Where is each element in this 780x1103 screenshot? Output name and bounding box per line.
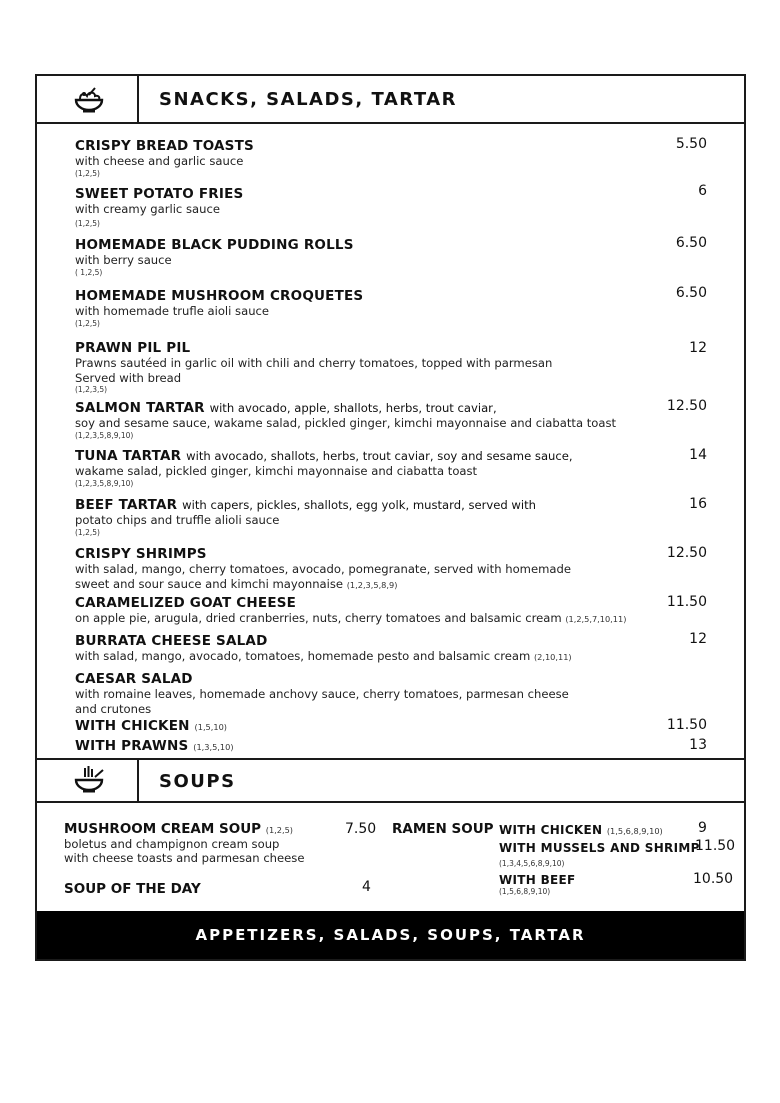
item-description: with homemade trufle aioli sauce bbox=[75, 304, 270, 318]
snacks-section-title: SNACKS, SALADS, TARTAR bbox=[159, 89, 458, 110]
item-allergens: ( 1,2,5) bbox=[75, 267, 103, 277]
item-description: with salad, mango, avocado, tomatoes, homemade pesto and balsamic cream bbox=[75, 649, 531, 663]
item-price: 12 bbox=[689, 631, 707, 647]
item-name: TUNA TARTAR bbox=[75, 448, 182, 464]
item-description-2: and crutones bbox=[75, 701, 152, 716]
item-allergens: (1,2,5) bbox=[75, 218, 100, 228]
snacks-icon-cell bbox=[37, 76, 139, 122]
ramen-option-price: 11.50 bbox=[695, 838, 736, 854]
mushroom-soup-name: MUSHROOM CREAM SOUP bbox=[64, 821, 262, 837]
item-name: PRAWN PIL PIL bbox=[75, 340, 191, 356]
item-description: soy and sesame sauce, wakame salad, pickled ginger, kimchi mayonnaise and ciabatta toast bbox=[75, 416, 617, 430]
ramen-option-name: WITH MUSSELS AND SHRIMP bbox=[499, 841, 700, 855]
item-description: potato chips and truffle alioli sauce bbox=[75, 513, 280, 527]
menu-item-caesar-salad bbox=[75, 671, 715, 716]
item-inline-description: with avocado, shallots, herbs, trout caviar, soy and sesame sauce, bbox=[186, 449, 573, 463]
item-price: 6 bbox=[698, 183, 707, 199]
item-price: 11.50 bbox=[666, 717, 707, 733]
item-description: on apple pie, arugula, dried cranberries, nuts, cherry tomatoes and balsamic cream bbox=[75, 611, 562, 625]
item-allergens: (1,2,5,7,10,11) bbox=[565, 614, 627, 624]
item-price: 11.50 bbox=[666, 594, 707, 610]
item-name: BEEF TARTAR bbox=[75, 497, 178, 513]
mushroom-soup-description-2: with cheese toasts and parmesan cheese bbox=[64, 851, 305, 865]
ramen-soup-name: RAMEN SOUP bbox=[392, 821, 494, 837]
ramen-option-name: WITH BEEF bbox=[499, 873, 576, 887]
mushroom-soup-price: 7.50 bbox=[345, 821, 377, 837]
menu-item-burrata-cheese-salad bbox=[75, 633, 715, 665]
item-price: 12.50 bbox=[666, 398, 707, 414]
item-allergens: (1,2,3,5,8,9) bbox=[346, 579, 398, 590]
snacks-section-header bbox=[37, 76, 744, 124]
ramen-option-allergens: (1,5,6,8,9,10) bbox=[606, 826, 663, 836]
item-name: WITH PRAWNS bbox=[75, 738, 189, 754]
menu-item-beef-tartar bbox=[75, 497, 715, 538]
item-description: with romaine leaves, homemade anchovy sauce, cherry tomatoes, parmesan cheese bbox=[75, 687, 569, 701]
ramen-option-name: WITH CHICKEN bbox=[499, 823, 603, 837]
menu-item-crispy-bread-toasts bbox=[75, 138, 715, 179]
soup-of-the-day-name: SOUP OF THE DAY bbox=[64, 881, 201, 897]
item-name: CARAMELIZED GOAT CHEESE bbox=[75, 595, 297, 611]
soup-of-the-day-price: 4 bbox=[362, 879, 371, 895]
item-price: 16 bbox=[689, 496, 707, 512]
soups-icon-cell bbox=[37, 760, 139, 801]
menu-item-mushroom-croquetes bbox=[75, 288, 715, 329]
menu-item-crispy-shrimps bbox=[75, 546, 715, 592]
item-name: SWEET POTATO FRIES bbox=[75, 186, 244, 202]
item-name: WITH CHICKEN bbox=[75, 718, 190, 734]
item-description-2: Served with bread bbox=[75, 370, 182, 385]
menu-item-tuna-tartar bbox=[75, 448, 715, 489]
item-name: HOMEMADE BLACK PUDDING ROLLS bbox=[75, 237, 354, 253]
ramen-option-price: 10.50 bbox=[693, 871, 734, 887]
item-price: 6.50 bbox=[675, 285, 707, 301]
item-name: CRISPY BREAD TOASTS bbox=[75, 138, 254, 154]
item-allergens: (1,2,3,5,8,9,10) bbox=[75, 478, 134, 488]
item-price: 5.50 bbox=[675, 136, 707, 152]
ramen-option-allergens: (1,3,4,5,6,8,9,10) bbox=[499, 859, 565, 868]
menu-item-caesar-with-chicken bbox=[75, 718, 715, 734]
menu-frame bbox=[35, 74, 746, 961]
item-inline-description: with avocado, apple, shallots, herbs, trout caviar, bbox=[209, 401, 497, 415]
ramen-option-allergens: (1,5,6,8,9,10) bbox=[499, 887, 551, 896]
menu-item-sweet-potato-fries bbox=[75, 186, 715, 229]
item-description: Prawns sautéed in garlic oil with chili and cherry tomatoes, topped with parmesan bbox=[75, 356, 553, 370]
item-allergens: (1,3,5,10) bbox=[193, 742, 234, 752]
item-price: 13 bbox=[689, 737, 707, 753]
mushroom-soup-allergens: (1,2,5) bbox=[265, 825, 293, 835]
item-price: 6.50 bbox=[675, 235, 707, 251]
item-description: with salad, mango, cherry tomatoes, avocado, pomegranate, served with homemade bbox=[75, 562, 571, 576]
item-allergens: (1,2,3,5,8,9,10) bbox=[75, 430, 134, 440]
menu-item-salmon-tartar bbox=[75, 400, 715, 441]
item-name: BURRATA CHEESE SALAD bbox=[75, 633, 268, 649]
item-name: CRISPY SHRIMPS bbox=[75, 546, 207, 562]
item-allergens: (1,2,5) bbox=[75, 168, 100, 178]
menu-item-black-pudding-rolls bbox=[75, 237, 715, 278]
item-allergens: (1,5,10) bbox=[194, 722, 227, 732]
item-name: HOMEMADE MUSHROOM CROQUETES bbox=[75, 288, 364, 304]
footer-banner: APPETIZERS, SALADS, SOUPS, TARTAR bbox=[37, 911, 744, 959]
item-allergens: (1,2,3,5) bbox=[75, 385, 108, 394]
item-allergens: (1,2,5) bbox=[75, 318, 100, 328]
menu-item-prawn-pil-pil bbox=[75, 340, 715, 395]
item-allergens: (1,2,5) bbox=[75, 527, 100, 537]
menu-item-caesar-with-prawns bbox=[75, 738, 715, 754]
item-description: with berry sauce bbox=[75, 253, 172, 267]
item-price: 14 bbox=[689, 447, 707, 463]
item-allergens: (2,10,11) bbox=[533, 652, 572, 662]
item-description: with creamy garlic sauce bbox=[75, 202, 220, 216]
soups-section-header bbox=[37, 758, 744, 803]
item-description: wakame salad, pickled ginger, kimchi mayonnaise and ciabatta toast bbox=[75, 464, 478, 478]
item-name: CAESAR SALAD bbox=[75, 671, 193, 687]
item-price: 12.50 bbox=[666, 545, 707, 561]
soups-section-title: SOUPS bbox=[159, 771, 236, 792]
item-description-2: sweet and sour sauce and kimchi mayonnaise bbox=[75, 576, 344, 591]
ramen-option-price: 9 bbox=[698, 820, 707, 836]
item-description: with cheese and garlic sauce bbox=[75, 154, 244, 168]
item-price: 12 bbox=[689, 340, 707, 356]
salad-bowl-icon bbox=[73, 85, 105, 115]
item-inline-description: with capers, pickles, shallots, egg yolk, mustard, served with bbox=[182, 498, 537, 512]
mushroom-soup-description: boletus and champignon cream soup bbox=[64, 837, 280, 851]
item-name: SALMON TARTAR bbox=[75, 400, 205, 416]
menu-item-caramelized-goat-cheese bbox=[75, 595, 715, 627]
soup-bowl-icon bbox=[73, 764, 105, 796]
